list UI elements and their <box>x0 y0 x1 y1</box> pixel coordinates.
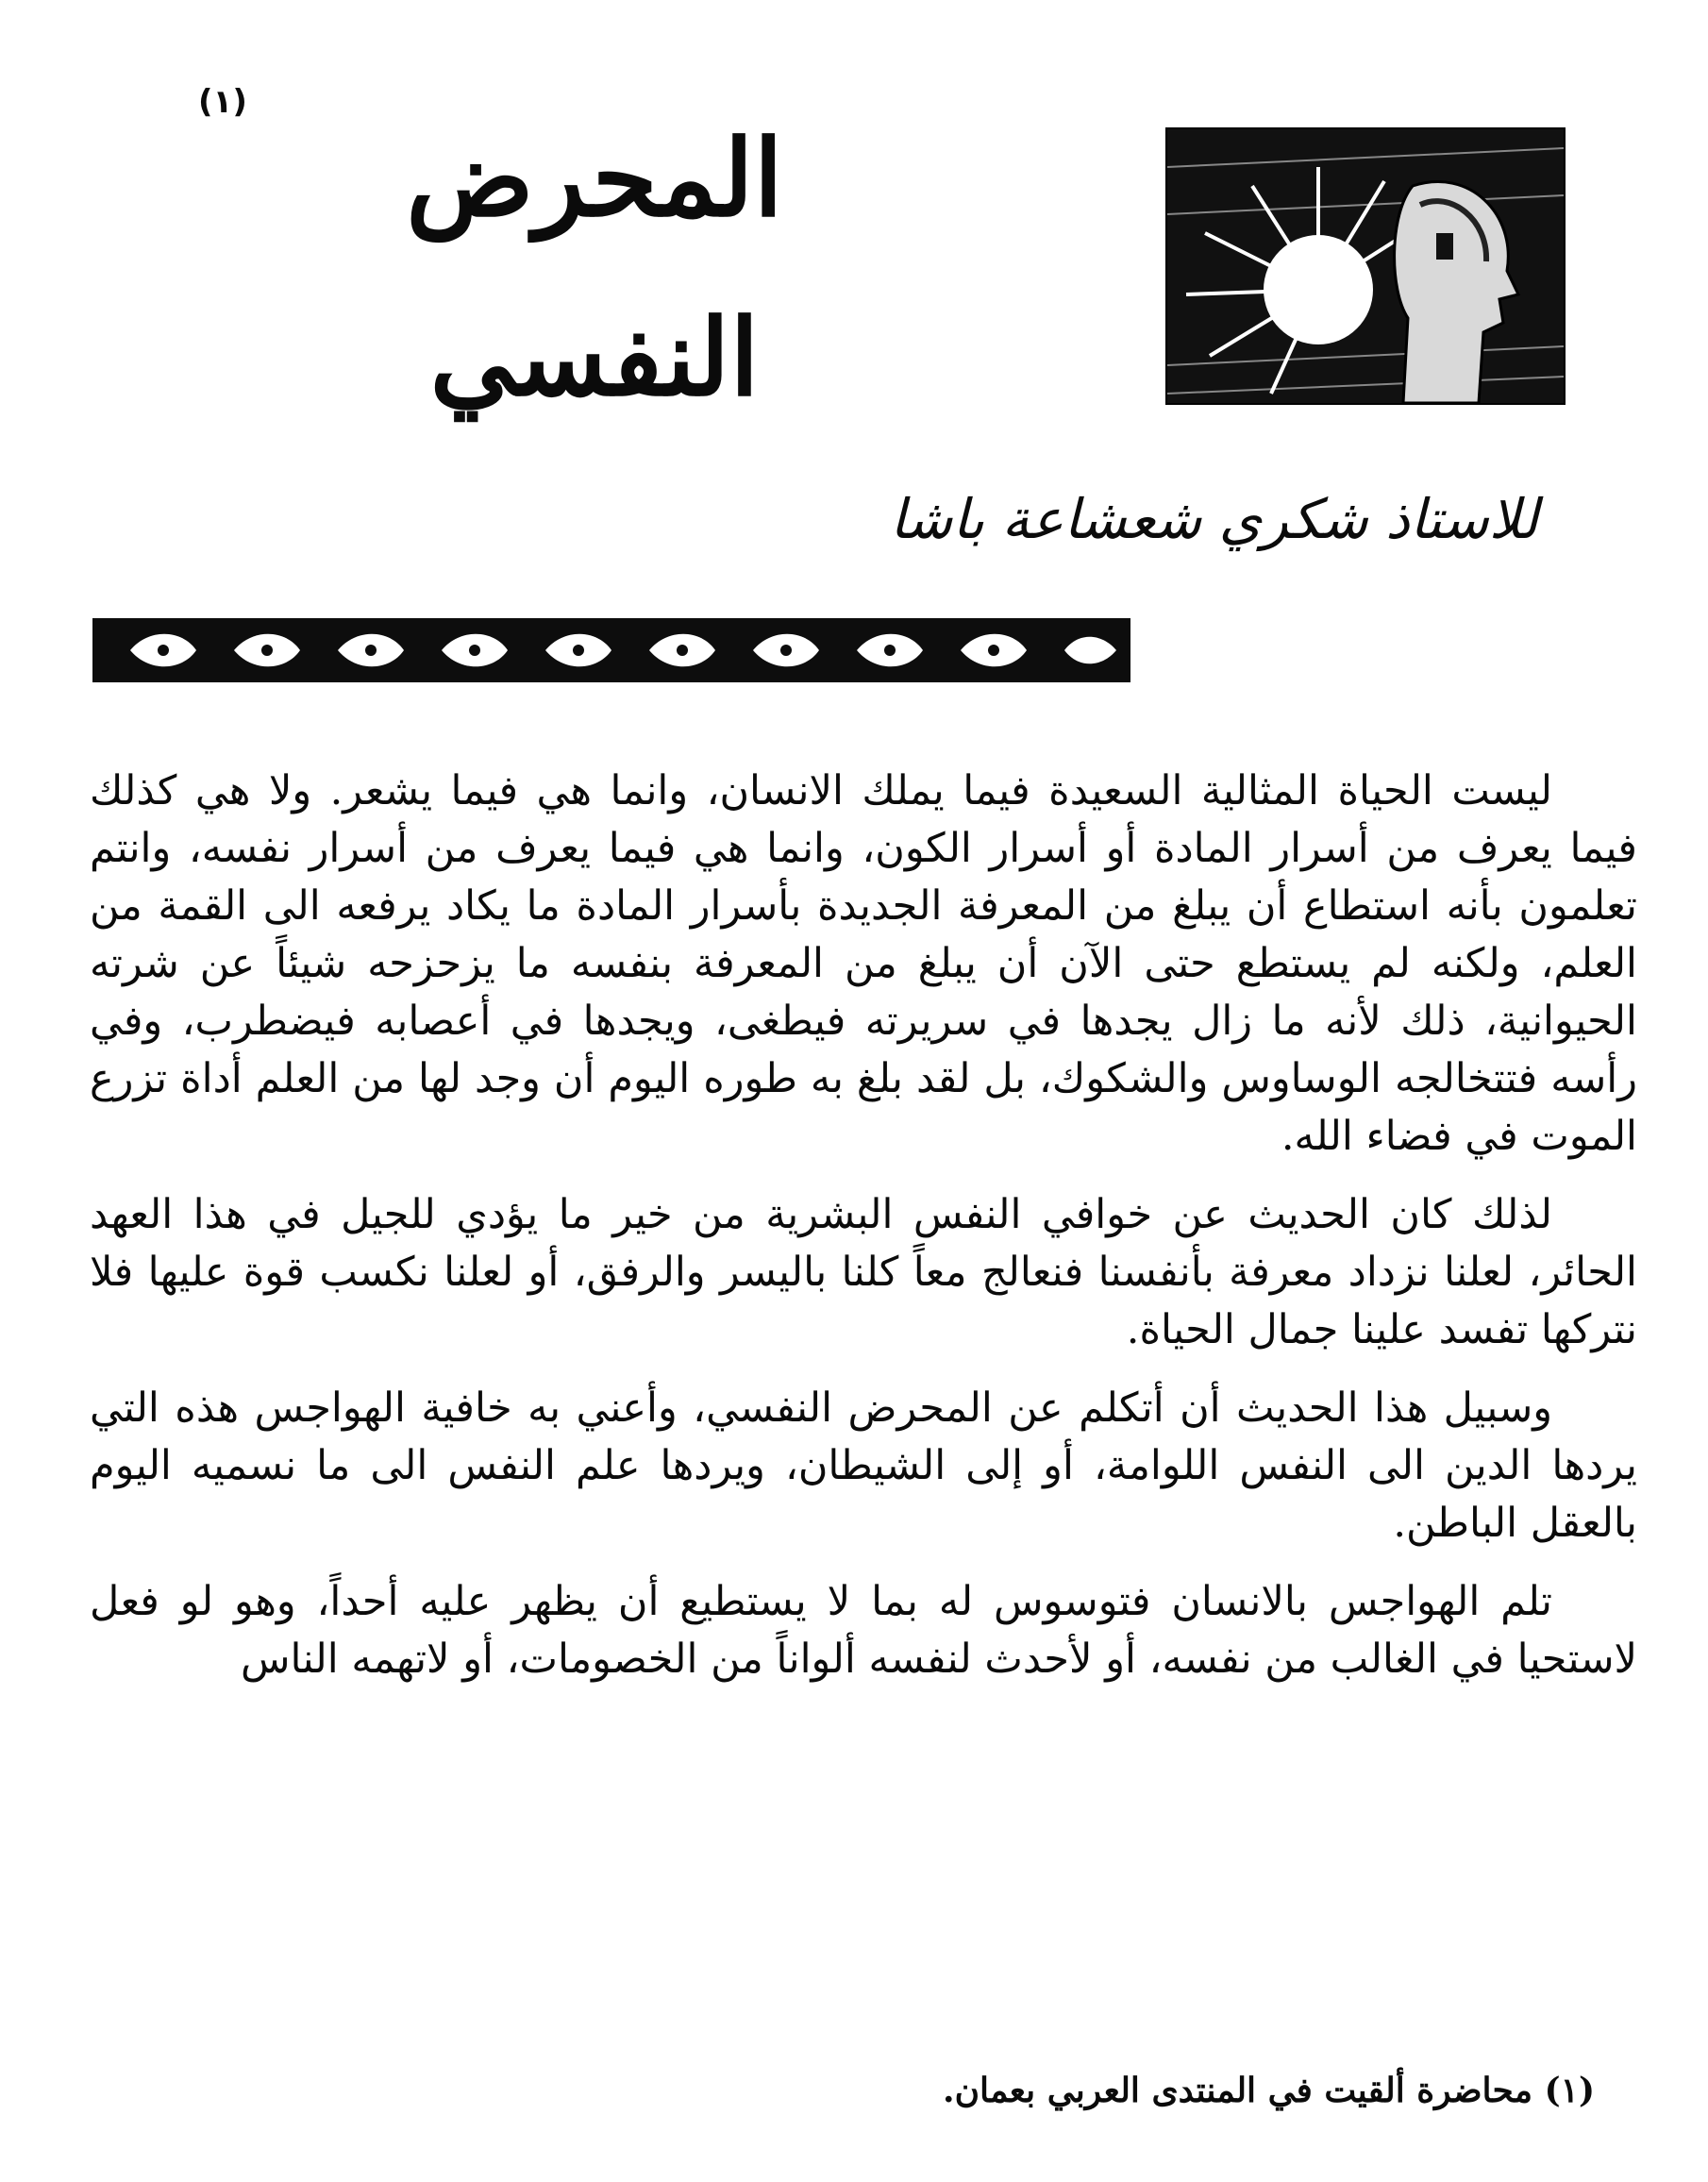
author-byline: للاستاذ شكري شعشاعة باشا <box>890 487 1538 551</box>
sun-head-illustration-icon <box>1167 129 1564 403</box>
article-title: المحرض النفسي <box>406 117 783 420</box>
header-illustration <box>1165 127 1566 405</box>
paragraph-1: ليست الحياة المثالية السعيدة فيما يملك الانسان، وانما هي فيما يشعر. ولا هي كذلك فيما يعرف من أسرار المادة أو أسرار الكون، وانما هي فيما يعرف من أسرار نفسه، وانتم تعلمون بأنه استطاع أن يبلغ من المعرفة الجديدة بأسرار المادة ما يكاد يرفعه الى القمة من العلم، ولكنه لم يستطع حتى الآن أن يبلغ من المعرفة بنفسه ما يزحزحه شيئاً عن شرته الحيوانية، ذلك لأنه ما زال يجدها في سريرته فيطغى، ويجدها في أعصابه فيضطرب، وفي رأسه فتتخالجه الوساوس والشكوك، بل لقد بلغ به طوره اليوم أن وجد لها من العلم أداة تزرع الموت في فضاء الله. <box>90 767 1637 1160</box>
decorative-border <box>92 618 1130 682</box>
title-footnote-marker: (١) <box>198 83 247 121</box>
paragraph-4: تلم الهواجس بالانسان فتوسوس له بما لا يستطيع أن يظهر عليه أحداً، وهو لو فعل لاستحيا في الغالب من نفسه، أو لأحدث لنفسه ألواناً من الخصومات، أو لاتهمه الناس <box>90 1578 1637 1683</box>
leaf-ornament-icon <box>92 618 1130 682</box>
article-body <box>90 763 1637 1709</box>
paragraph-3: وسبيل هذا الحديث أن أتكلم عن المحرض النفسي، وأعني به خافية الهواجس هذه التي يردها الدين الى النفس اللوامة، أو إلى الشيطان، ويردها علم النفس الى ما نسميه اليوم بالعقل الباطن. <box>90 1385 1637 1547</box>
paragraph-2: لذلك كان الحديث عن خوافي النفس البشرية من خير ما يؤدي للجيل في هذا العهد الحائر، لعلنا نزداد معرفة بأنفسنا فنعالج معاً كلنا باليسر والرفق، أو لعلنا نكسب قوة عليها فلا نتركها تفسد علينا جمال الحياة. <box>90 1191 1637 1353</box>
footnote: (١) محاضرة ألقيت في المنتدى العربي بعمان. <box>943 2071 1595 2110</box>
